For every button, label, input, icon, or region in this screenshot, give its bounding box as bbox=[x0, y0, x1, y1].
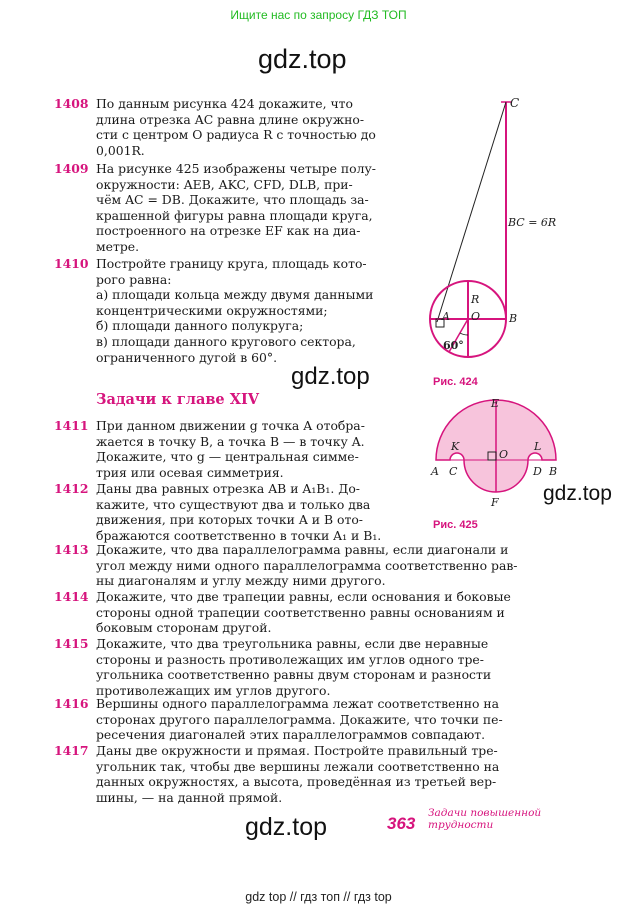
problem-text: Даны два равных отрезка AB и A₁B₁. До- кажите, что существуют два и только два движения, при которых точки A и B ото- бражаются соответственно в точки A₁ и B₁. bbox=[96, 481, 382, 543]
problem-number: 1416 bbox=[54, 696, 89, 711]
figure-424-caption: Рис. 424 bbox=[433, 376, 478, 388]
angle-arc bbox=[460, 333, 468, 335]
label-a: A bbox=[431, 465, 439, 478]
label-f: F bbox=[491, 496, 499, 509]
problem-text: Вершины одного параллелограмма лежат соответственно на сторонах другого параллелограмма. Докажите, что точки пе- ресечения диагоналей этих параллелограммов совпадают. bbox=[96, 696, 503, 743]
figure-425 bbox=[425, 395, 570, 520]
section-title: Задачи к главе XIV bbox=[96, 391, 259, 408]
problem-number: 1408 bbox=[54, 96, 89, 111]
label-l: L bbox=[534, 440, 542, 453]
problem-text: При данном движении g точка A отобра- жается в точку B, а точка B — в точку A. Докажите, что g — центральная симме- трия или осевая симметрия. bbox=[96, 418, 365, 480]
figure-424 bbox=[420, 90, 585, 380]
label-o: O bbox=[499, 448, 509, 461]
problem-text: Докажите, что два треугольника равны, если две неравные стороны и разность противолежащих им углов одного тре- угольника соответственно равны двум сторонам и разности противолежащих им углов другого. bbox=[96, 636, 492, 698]
problem-text: На рисунке 425 изображены четыре полу- окружности: AEB, AKC, CFD, DLB, при- чём AC = DB. Докажите, что площадь за- крашенной фигуры равна площади круга, построенного на отрезке EF как на диа- метре. bbox=[96, 161, 376, 254]
problem-text: Докажите, что две трапеции равны, если основания и боковые стороны одной трапеции соответственно равны основаниям и боковым сторонам другой. bbox=[96, 589, 511, 636]
problem-number: 1412 bbox=[54, 481, 89, 496]
top-banner: Ищите нас по запросу ГДЗ ТОП bbox=[230, 8, 407, 22]
label-e: E bbox=[491, 397, 500, 410]
watermark: gdz.top bbox=[291, 363, 370, 390]
label-a: A bbox=[442, 310, 450, 323]
footer: gdz top // гдз топ // гдз top bbox=[245, 890, 392, 904]
problem-text: По данным рисунка 424 докажите, что длина отрезка AC равна длине окружно- сти с центром O радиуса R с точностью до 0,001R. bbox=[96, 96, 376, 158]
problem-number: 1414 bbox=[54, 589, 89, 604]
watermark: gdz.top bbox=[543, 482, 612, 505]
label-k: K bbox=[451, 440, 460, 453]
label-r: R bbox=[471, 293, 480, 306]
segment-ac-line bbox=[437, 102, 506, 322]
problem-text: Докажите, что два параллелограмма равны, если диагонали и угол между ними одного параллелограмма соответственно рав- ны диагоналям и углу между ними другого. bbox=[96, 542, 518, 589]
problem-number: 1413 bbox=[54, 542, 89, 557]
label-b: B bbox=[549, 465, 558, 478]
problem-text: Даны две окружности и прямая. Постройте правильный тре- угольник так, чтобы две вершины лежали соответственно на данных окружностях, а высота, проведённая из третьей вер- шины, — на данной прямой. bbox=[96, 743, 500, 805]
problem-number: 1411 bbox=[54, 418, 89, 433]
problem-text: Постройте границу круга, площадь кото- рого равна: а) площади кольца между двумя данными концентрическими окружностями; б) площади данного полукруга; в) площади данного кругового сектора, ограниченного дугой в 60°. bbox=[96, 256, 374, 365]
watermark: gdz.top bbox=[245, 813, 328, 841]
problem-number: 1415 bbox=[54, 636, 89, 651]
label-c: C bbox=[510, 96, 520, 110]
problem-number: 1409 bbox=[54, 161, 89, 176]
label-c: C bbox=[449, 465, 458, 478]
figure-425-caption: Рис. 425 bbox=[433, 519, 478, 531]
problem-number: 1417 bbox=[54, 743, 89, 758]
side-note: Задачи повышенной трудности bbox=[428, 807, 542, 831]
problem-number: 1410 bbox=[54, 256, 89, 271]
watermark: gdz.top bbox=[258, 44, 347, 74]
label-o: O bbox=[471, 310, 481, 323]
label-b: B bbox=[509, 312, 518, 325]
label-bc: BC = 6R bbox=[508, 216, 557, 229]
label-angle: 60° bbox=[443, 339, 464, 352]
label-d: D bbox=[533, 465, 542, 478]
page-number: 363 bbox=[387, 814, 416, 833]
